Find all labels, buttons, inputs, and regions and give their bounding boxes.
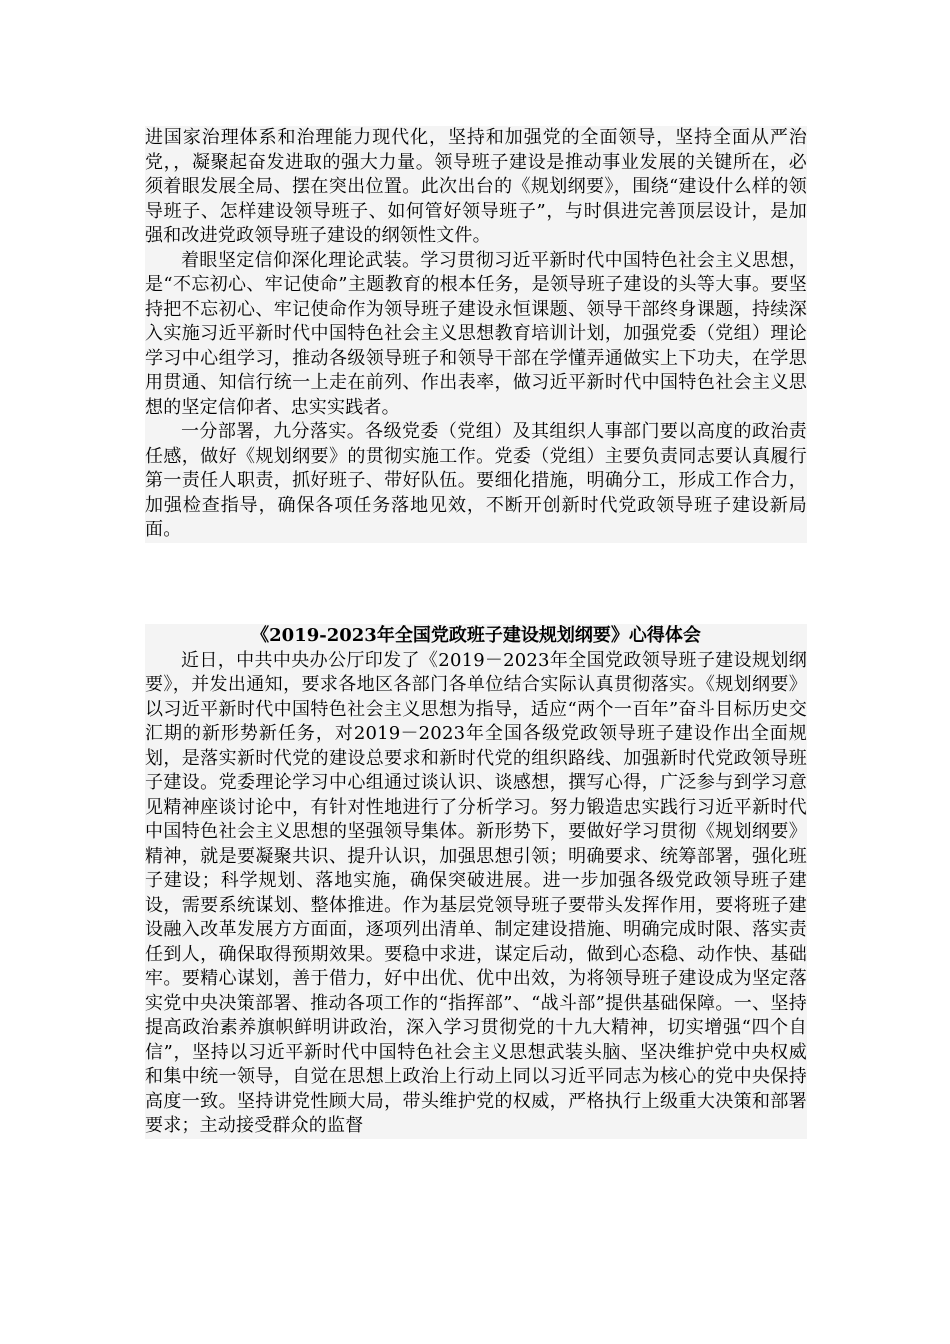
- paragraph-implementation: 一分部署，九分落实。各级党委（党组）及其组织人事部门要以高度的政治责任感，做好《规划纲要》的贯彻实施工作。党委（党组）主要负责同志要认真履行第一责任人职责，抓好班子、带好队伍。要细化措施，明确分工，形成工作合力，加强检查指导，确保各项任务落地见效，不断开创新时代党政领导班子建设新局面。: [145, 421, 807, 540]
- paragraph-continuation: 进国家治理体系和治理能力现代化，坚持和加强党的全面领导，坚持全面从严治党，，凝聚起奋发进取的强大力量。领导班子建设是推动事业发展的关键所在，必须着眼发展全局、摆在突出位置。此次出台的《规划纲要》，围绕“建设什么样的领导班子、怎样建设领导班子、如何管好领导班子”，与时俱进完善顶层设计，是加强和改进党政领导班子建设的纲领性文件。: [145, 127, 807, 246]
- paragraph-theory: 着眼坚定信仰深化理论武装。学习贯彻习近平新时代中国特色社会主义思想，是“不忘初心、牢记使命”主题教育的根本任务，是领导班子建设的头等大事。要坚持把不忘初心、牢记使命作为领导班子建设永恒课题、领导干部终身课题，持续深入实施习近平新时代中国特色社会主义思想教育培训计划，加强党委（党组）理论学习中心组学习，推动各级领导班子和领导干部在学懂弄通做实上下功夫，在学思用贯通、知信行统一上走在前列、作出表率，做习近平新时代中国特色社会主义思想的坚定信仰者、忠实实践者。: [145, 249, 807, 418]
- section-two: [145, 624, 807, 1139]
- paragraph-body: 近日，中共中央办公厅印发了《2019－2023年全国党政领导班子建设规划纲要》，并发出通知，要求各地区各部门各单位结合实际认真贯彻落实。《规划纲要》以习近平新时代中国特色社会主义思想为指导，适应“两个一百年”奋斗目标历史交汇期的新形势新任务，对2019－2023年全国各级党政领导班子建设作出全面规划，是落实新时代党的建设总要求和新时代党的组织路线、加强新时代党政领导班子建设。党委理论学习中心组通过谈认识、谈感想，撰写心得，广泛参与到学习意见精神座谈讨论中，有针对性地进行了分析学习。努力锻造忠实践行习近平新时代中国特色社会主义思想的坚强领导集体。新形势下，要做好学习贯彻《规划纲要》精神，就是要凝聚共识、提升认识，加强思想引领；明确要求、统筹部署，强化班子建设；科学规划、落地实施，确保突破进展。进一步加强各级党政领导班子建设，需要系统谋划、整体推进。作为基层党领导班子要带头发挥作用，要将班子建设融入改革发展方方面面，逐项列出清单、制定建设措施、明确完成时限、落实责任到人，确保取得预期效果。要稳中求进，谋定后动，做到心态稳、动作快、基础牢。要精心谋划，善于借力，好中出优、优中出效，为将领导班子建设成为坚定落实党中央决策部署、推动各项工作的“指挥部”、“战斗部”提供基础保障。一、坚持提高政治素养旗帜鲜明讲政治，深入学习贯彻党的十九大精神，切实增强“四个自信”，坚持以习近平新时代中国特色社会主义思想武装头脑、坚决维护党中央权威和集中统一领导，自觉在思想上政治上行动上同以习近平同志为核心的党中央保持高度一致。坚持讲党性顾大局，带头维护党的权威，严格执行上级重大决策和部署要求；主动接受群众的监督: [145, 649, 807, 1136]
- section-one: [145, 126, 807, 543]
- article-title: 《2019-2023年全国党政班子建设规划纲要》心得体会: [251, 625, 701, 646]
